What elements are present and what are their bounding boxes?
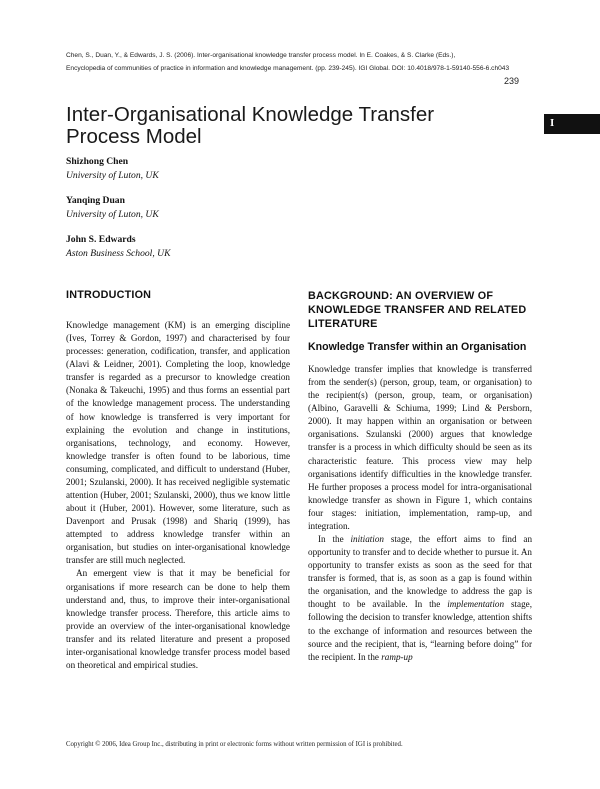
author-name: Yanqing Duan [66, 195, 125, 206]
text-run: stage, following the decision to transfer knowledge, attention shifts to the exchange of information and resources between the source and the recipient, that is, “learning before doing” for the recipient. In the [308, 599, 532, 662]
article-title [66, 104, 496, 148]
citation-header [66, 49, 536, 75]
intro-paragraph-1: Knowledge management (KM) is an emerging discipline (Ives, Torrey & Gordon, 1997) and characterised by four processes: generation, codification, transfer, and application (Alavi & Leidner, 2001). Completing the loop, knowledge transfer is regarded as a precursor to knowledge creation (Nonaka & Takeuchi, 1995) and thus forms an essential part of the knowledge management process. The understanding of how knowledge is transferred is very important for explaining the evolution and change in institutions, organisations, technology, and economy. However, knowledge transfer is often found to be laborious, time consuming, complicated, and difficult to understand (Huber, 2001; Szulanski, 2000). It has received negligible systematic attention (Huber, 2001; Szulanski, 2000), thus we know little about it (Huber, 2001). However, some literature, such as Davenport and Prusak (1998) and Shariq (1999), has attempted to address knowledge transfer within an organisation, but studies on inter-organisational knowledge transfer are still much neglected. [66, 320, 290, 566]
background-paragraph-2 [308, 533, 532, 664]
author-block [66, 233, 170, 261]
author-block [66, 155, 159, 183]
section-heading-background: BACKGROUND: AN OVERVIEW OF KNOWLEDGE TRANSFER AND RELATED LITERATURE [308, 290, 527, 330]
background-paragraph-1: Knowledge transfer implies that knowledge is transferred from the sender(s) (person, group, team, or organisation) to the recipient(s) (person, group, team, or organisation) (Albino, Garavelli & Schiuma, 1999; Lind & Persborn, 2000). It may happen within an organisation or between organisations. Szulanski (2000) argues that knowledge transfer is a process in which difficulty should be seen as its characteristic feature. This process view may help organisations identify difficulties in the knowledge transfer. He further proposes a process model for intra-organisational knowledge transfer as shown in Figure 1, which contains four stages: initiation, implementation, ramp-up, and integration. [308, 364, 532, 531]
copyright-footer: Copyright © 2006, Idea Group Inc., distributing in print or electronic forms without written permission of IGI is prohibited. [66, 741, 403, 748]
text-run: In the [318, 534, 351, 545]
title-line-1: Inter-Organisational Knowledge Transfer [66, 103, 435, 126]
author-name: Shizhong Chen [66, 156, 129, 167]
title-line-2: Process Model [66, 125, 202, 148]
citation-line-1: Chen, S., Duan, Y., & Edwards, J. S. (2006). Inter-organisational knowledge transfer process model. In E. Coakes, & S. Clarke (Eds.), [66, 52, 456, 59]
author-name: John S. Edwards [66, 234, 136, 245]
author-affiliation: University of Luton, UK [66, 170, 159, 181]
emphasis-implementation: implementation [447, 599, 505, 610]
page-number: 239 [504, 76, 520, 86]
emphasis-initiation: initiation [350, 534, 384, 545]
section-tab-marker [544, 114, 600, 134]
author-affiliation: University of Luton, UK [66, 209, 159, 220]
tab-letter: I [550, 117, 555, 129]
subsection-heading-knowledge-transfer: Knowledge Transfer within an Organisation [308, 341, 527, 353]
citation-line-2: Encyclopedia of communities of practice in information and knowledge management. (pp. 239-245). IGI Global. DOI: 10.4018/978-1-59140-556-6.ch043 [66, 65, 510, 72]
right-column [308, 289, 532, 664]
author-affiliation: Aston Business School, UK [66, 248, 171, 259]
text-run: stage, the effort aims to find an opportunity to transfer and to decide whether to pursue it. An opportunity to transfer exists as soon as the seed for that transfer is formed, that is, as soon as a gap is found within the organisation, and the knowledge to address the gap is thought to be available. In the [308, 534, 533, 610]
section-heading-introduction: INTRODUCTION [66, 289, 152, 301]
left-column [66, 288, 290, 672]
intro-paragraph-2: An emergent view is that it may be beneficial for organisations if more research can be done to help them understand and, thus, to improve their inter-organisational knowledge transfer process. Therefore, this article aims to provide an overview of the inter-organisational knowledge transfer and its related literature and present a proposed inter-organisational knowledge transfer process model based on theoretical and empirical studies. [66, 568, 290, 671]
author-block [66, 194, 159, 222]
emphasis-ramp-up: ramp-up [381, 651, 413, 662]
